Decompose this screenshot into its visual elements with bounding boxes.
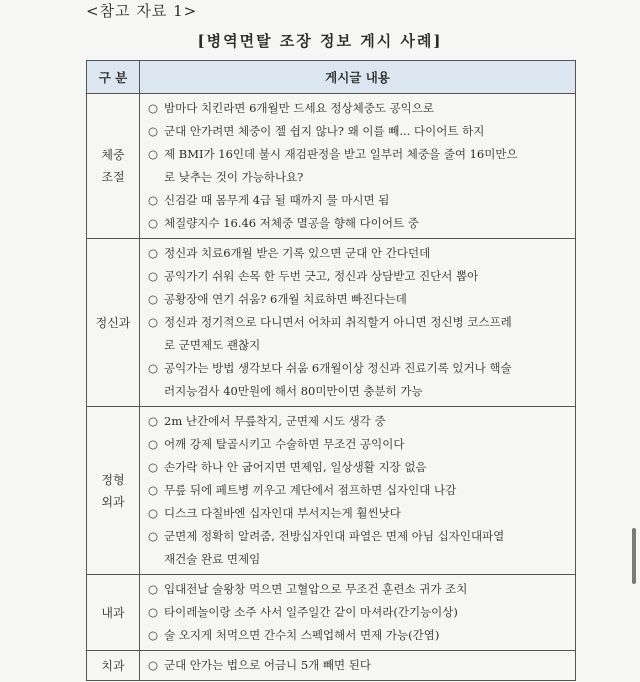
list-item bbox=[148, 288, 571, 311]
table-row bbox=[87, 407, 576, 575]
list-item bbox=[148, 334, 571, 357]
list-item bbox=[148, 654, 571, 677]
list-item bbox=[148, 601, 571, 624]
item-text: 체질량지수 16.46 저체중 멸공을 향해 다이어트 중 bbox=[164, 216, 419, 230]
bullet-icon: ○ bbox=[148, 216, 159, 230]
category-cell bbox=[87, 407, 140, 575]
list-item bbox=[148, 456, 571, 479]
item-text: 재건술 완료 면제임 bbox=[164, 552, 261, 566]
item-text: 타이레놀이랑 소주 사서 일주일간 같이 마셔라(간기능이상) bbox=[164, 605, 458, 619]
item-text: 신검갈 때 몸무게 4급 될 때까지 물 마시면 됨 bbox=[164, 193, 390, 207]
bullet-icon: ○ bbox=[148, 269, 159, 283]
item-text: 로 낮추는 것이 가능하나요? bbox=[164, 170, 304, 184]
list-item bbox=[148, 548, 571, 571]
list-item bbox=[148, 143, 571, 166]
item-text: 술 오지게 처먹으면 간수치 스펙업해서 면제 가능(간염) bbox=[164, 628, 440, 642]
list-item bbox=[148, 525, 571, 548]
list-item bbox=[148, 410, 571, 433]
header-content: 게시글 내용 bbox=[140, 61, 576, 94]
list-item bbox=[148, 479, 571, 502]
bullet-icon: ○ bbox=[148, 483, 159, 497]
item-text: 공익가기 쉬워 손목 한 두번 긋고, 정신과 상담받고 진단서 뽑아 bbox=[164, 269, 479, 283]
bullet-icon: ○ bbox=[148, 414, 159, 428]
bullet-icon: ○ bbox=[148, 193, 159, 207]
table-row bbox=[87, 575, 576, 651]
table-row bbox=[87, 94, 576, 239]
bullet-icon: ○ bbox=[148, 124, 159, 138]
category-cell bbox=[87, 651, 140, 681]
item-text: 군면제 정확히 알려줌, 전방십자인대 파열은 면제 아님 십자인대파열 bbox=[164, 529, 505, 543]
category-label: 정신과 bbox=[95, 315, 131, 330]
category-label: 내과 bbox=[101, 605, 125, 620]
item-text: 입대전날 술왕창 먹으면 고혈압으로 무조건 훈련소 귀가 조치 bbox=[164, 582, 468, 596]
table-header-row bbox=[87, 61, 576, 94]
list-item bbox=[148, 242, 571, 265]
item-text: 어깨 강제 탈골시키고 수술하면 무조건 공익이다 bbox=[164, 437, 405, 451]
item-text: 군대 안가는 법으로 어금니 5개 빼면 된다 bbox=[164, 658, 371, 672]
item-text: 밤마다 치킨라면 6개월만 드세요 정상체중도 공익으로 bbox=[164, 101, 434, 115]
list-item bbox=[148, 624, 571, 647]
list-item bbox=[148, 265, 571, 288]
table-row bbox=[87, 651, 576, 681]
item-text: 손가락 하나 안 굽어지면 면제임, 일상생활 지장 없음 bbox=[164, 460, 427, 474]
item-text: 공황장애 연기 쉬움? 6개월 치료하면 빠진다는데 bbox=[164, 292, 407, 306]
category-label: 조절 bbox=[101, 170, 125, 184]
list-item bbox=[148, 311, 571, 334]
item-text: 제 BMI가 16인데 불시 재검판정을 받고 일부러 체중을 줄여 16미만으 bbox=[164, 147, 518, 161]
content-cell bbox=[140, 239, 576, 407]
list-item bbox=[148, 380, 571, 403]
bullet-icon: ○ bbox=[148, 658, 159, 672]
table-body bbox=[87, 94, 576, 681]
item-text: 2m 난간에서 무릎착지, 군면제 시도 생각 중 bbox=[164, 414, 386, 428]
bullet-icon: ○ bbox=[148, 147, 159, 161]
list-item bbox=[148, 189, 571, 212]
bullet-icon: ○ bbox=[148, 246, 159, 260]
list-item bbox=[148, 97, 571, 120]
content-cell bbox=[140, 94, 576, 239]
bullet-icon: ○ bbox=[148, 292, 159, 306]
bullet-icon: ○ bbox=[148, 506, 159, 520]
bullet-icon: ○ bbox=[148, 437, 159, 451]
table-row bbox=[87, 239, 576, 407]
category-cell bbox=[87, 239, 140, 407]
bullet-icon: ○ bbox=[148, 529, 159, 543]
bullet-icon: ○ bbox=[148, 605, 159, 619]
category-label: 치과 bbox=[101, 658, 125, 673]
category-label: 정형 bbox=[101, 472, 125, 487]
document-title: [병역면탈 조장 정보 게시 사례] bbox=[197, 32, 443, 50]
content-cell bbox=[140, 407, 576, 575]
list-item bbox=[148, 357, 571, 380]
bullet-icon: ○ bbox=[148, 101, 159, 115]
bullet-icon: ○ bbox=[148, 582, 159, 596]
item-text: 디스크 다칠바엔 십자인대 부서지는게 훨씬낫다 bbox=[164, 506, 401, 520]
item-text: 무릎 뒤에 페트병 끼우고 계단에서 점프하면 십자인대 나감 bbox=[164, 483, 457, 497]
list-item bbox=[148, 433, 571, 456]
content-cell bbox=[140, 575, 576, 651]
content-cell bbox=[140, 651, 576, 681]
list-item bbox=[148, 502, 571, 525]
bullet-icon: ○ bbox=[148, 361, 159, 375]
bullet-icon: ○ bbox=[148, 628, 159, 642]
category-label: 외과 bbox=[101, 494, 125, 509]
item-text: 공익가는 방법 생각보다 쉬움 6개월이상 정신과 진료기록 있거나 핵술 bbox=[164, 361, 512, 375]
header-category: 구 분 bbox=[87, 61, 140, 94]
item-text: 군대 안가려면 체중이 젤 쉽지 않나? 왜 이를 빼... 다이어트 하지 bbox=[164, 124, 485, 138]
category-label: 체중 bbox=[101, 148, 125, 162]
bullet-icon: ○ bbox=[148, 460, 159, 474]
item-text: 러지능검사 40만원에 해서 80미만이면 충분히 가능 bbox=[164, 384, 423, 398]
reference-label: <참고 자료 1> bbox=[86, 2, 198, 20]
list-item bbox=[148, 212, 571, 235]
item-text: 정신과 치료6개월 받은 기록 있으면 군대 안 간다던데 bbox=[164, 246, 431, 260]
category-cell bbox=[87, 94, 140, 239]
list-item bbox=[148, 578, 571, 601]
list-item bbox=[148, 120, 571, 143]
item-text: 정신과 정기적으로 다니면서 어차피 취직할거 아니면 정신병 코스프레 bbox=[164, 315, 512, 329]
posts-table bbox=[86, 60, 576, 681]
scrollbar-thumb[interactable] bbox=[632, 528, 636, 584]
category-cell bbox=[87, 575, 140, 651]
bullet-icon: ○ bbox=[148, 315, 159, 329]
list-item bbox=[148, 166, 571, 189]
item-text: 로 군면제도 괜찮지 bbox=[164, 338, 261, 352]
